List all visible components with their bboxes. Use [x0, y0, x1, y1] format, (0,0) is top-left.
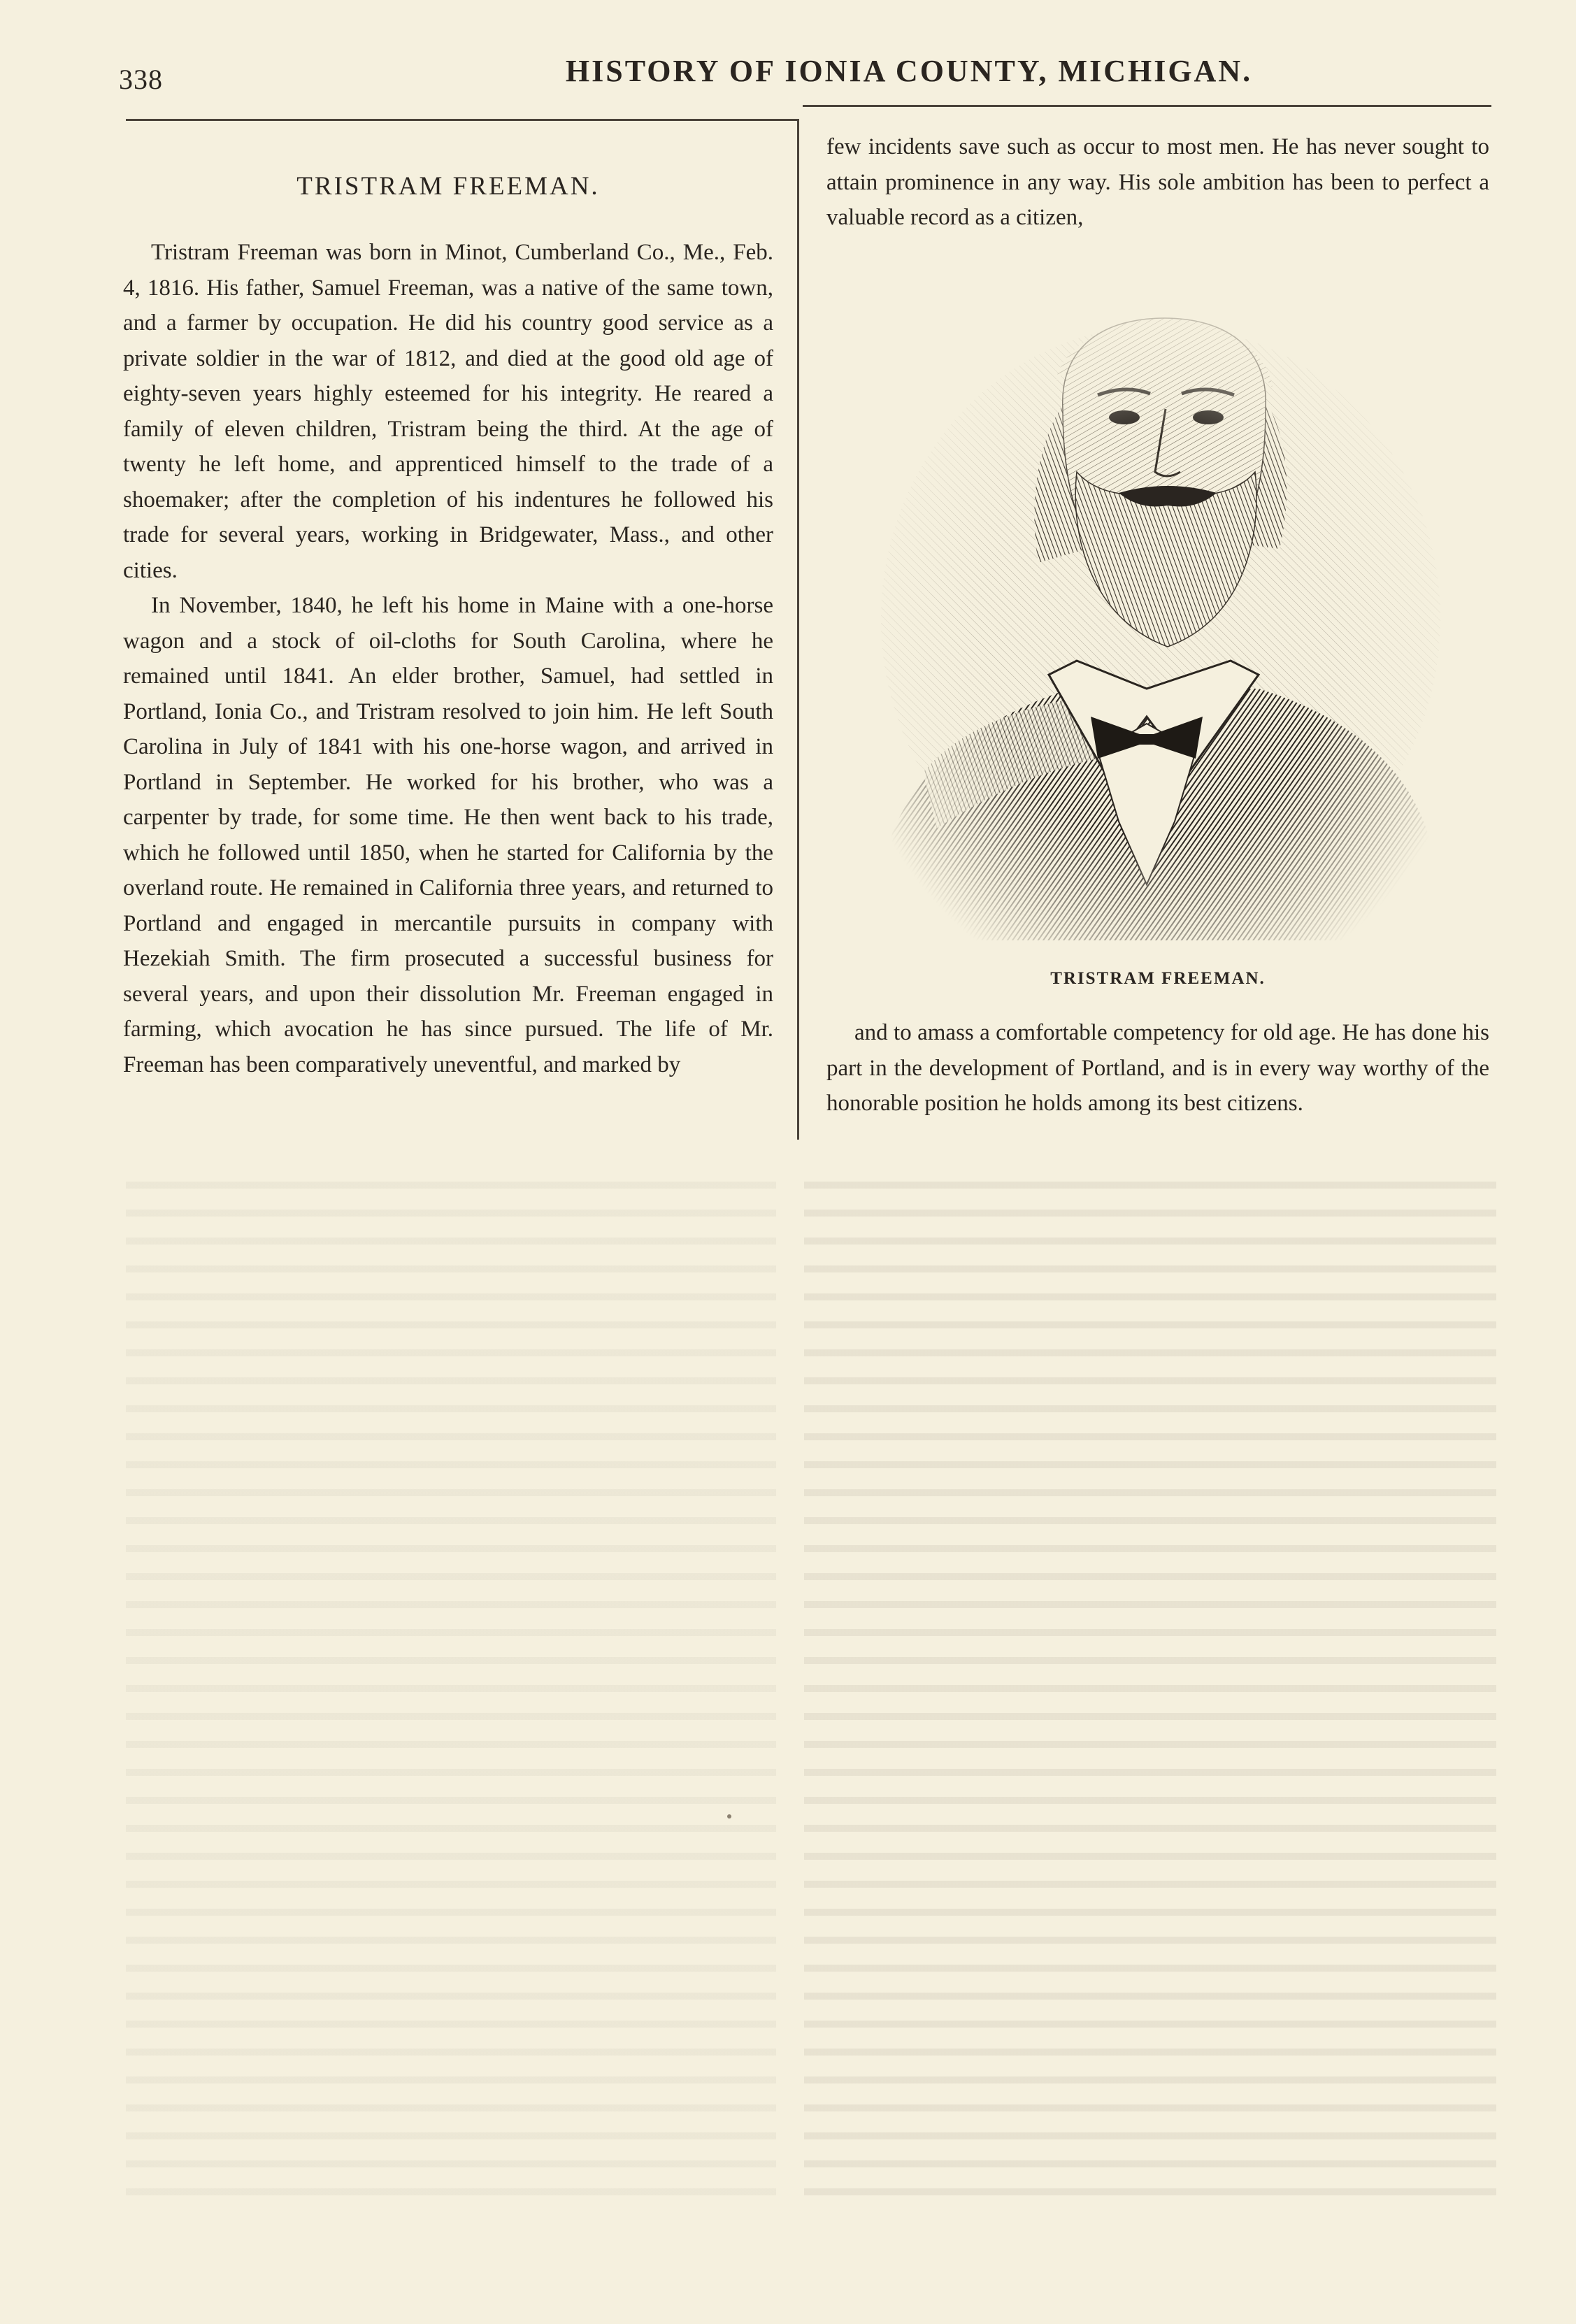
portrait-engraving	[867, 269, 1451, 940]
article-title: TRISTRAM FREEMAN.	[296, 172, 600, 201]
left-column	[123, 171, 773, 1082]
paragraph-closing: and to amass a comfortable competency for old age. He has done his part in the development of Portland, and is in every way worthy of the honorable position he holds among its best citizens.	[826, 1020, 1489, 1116]
running-head: HISTORY OF IONIA COUNTY, MICHIGAN.	[565, 54, 1253, 88]
bleed-through-text	[804, 1161, 1496, 2195]
paper-speck	[727, 1814, 731, 1819]
column-divider	[797, 119, 799, 1140]
paragraph-birth: Tristram Freeman was born in Minot, Cumberland Co., Me., Feb. 4, 1816. His father, Samuel Freeman, was a native of the same town, and a farmer by occupation. He did his country good service as a private soldier in the war of 1812, and died at the good old age of eighty-seven years highly esteemed for his integrity. He reared a family of eleven children, Tristram being the third. At the age of twenty he left home, and apprenticed himself to the trade of a shoemaker; after the completion of his indentures he followed his trade for several years, working in Bridgewater, Mass., and other cities.	[123, 240, 773, 583]
header-rule-left	[126, 119, 797, 121]
paragraph-continued: few incidents save such as occur to most men. He has never sought to attain prominence in any way. His sole ambition has been to perfect a valuable record as a citizen,	[826, 134, 1489, 230]
right-column-top	[826, 129, 1489, 236]
paragraph-career: In November, 1840, he left his home in Maine with a one-horse wagon and a stock of oil-cloths for South Carolina, where he remained until 1841. An elder brother, Samuel, had settled in Portland, Ionia Co., and Tristram resolved to join him. He left South Carolina in July of 1841 with his one-horse wagon, and arrived in Portland in September. He worked for his brother, who was a carpenter by trade, for some time. He then went back to his trade, which he followed until 1850, when he started for California by the overland route. He remained in California three years, and returned to Portland and engaged in mercantile pursuits in company with Hezekiah Smith. The firm prosecuted a successful business for several years, and upon their dissolution Mr. Freeman engaged in farming, which avocation he has since pursued. The life of Mr. Freeman has been comparatively uneventful, and marked by	[123, 593, 773, 1077]
portrait-caption: TRISTRAM FREEMAN.	[1050, 969, 1266, 988]
bleed-through-text-left	[126, 1161, 776, 2209]
header-rule-right	[803, 105, 1491, 107]
right-column-bottom	[826, 1015, 1489, 1121]
page-number: 338	[119, 64, 163, 95]
